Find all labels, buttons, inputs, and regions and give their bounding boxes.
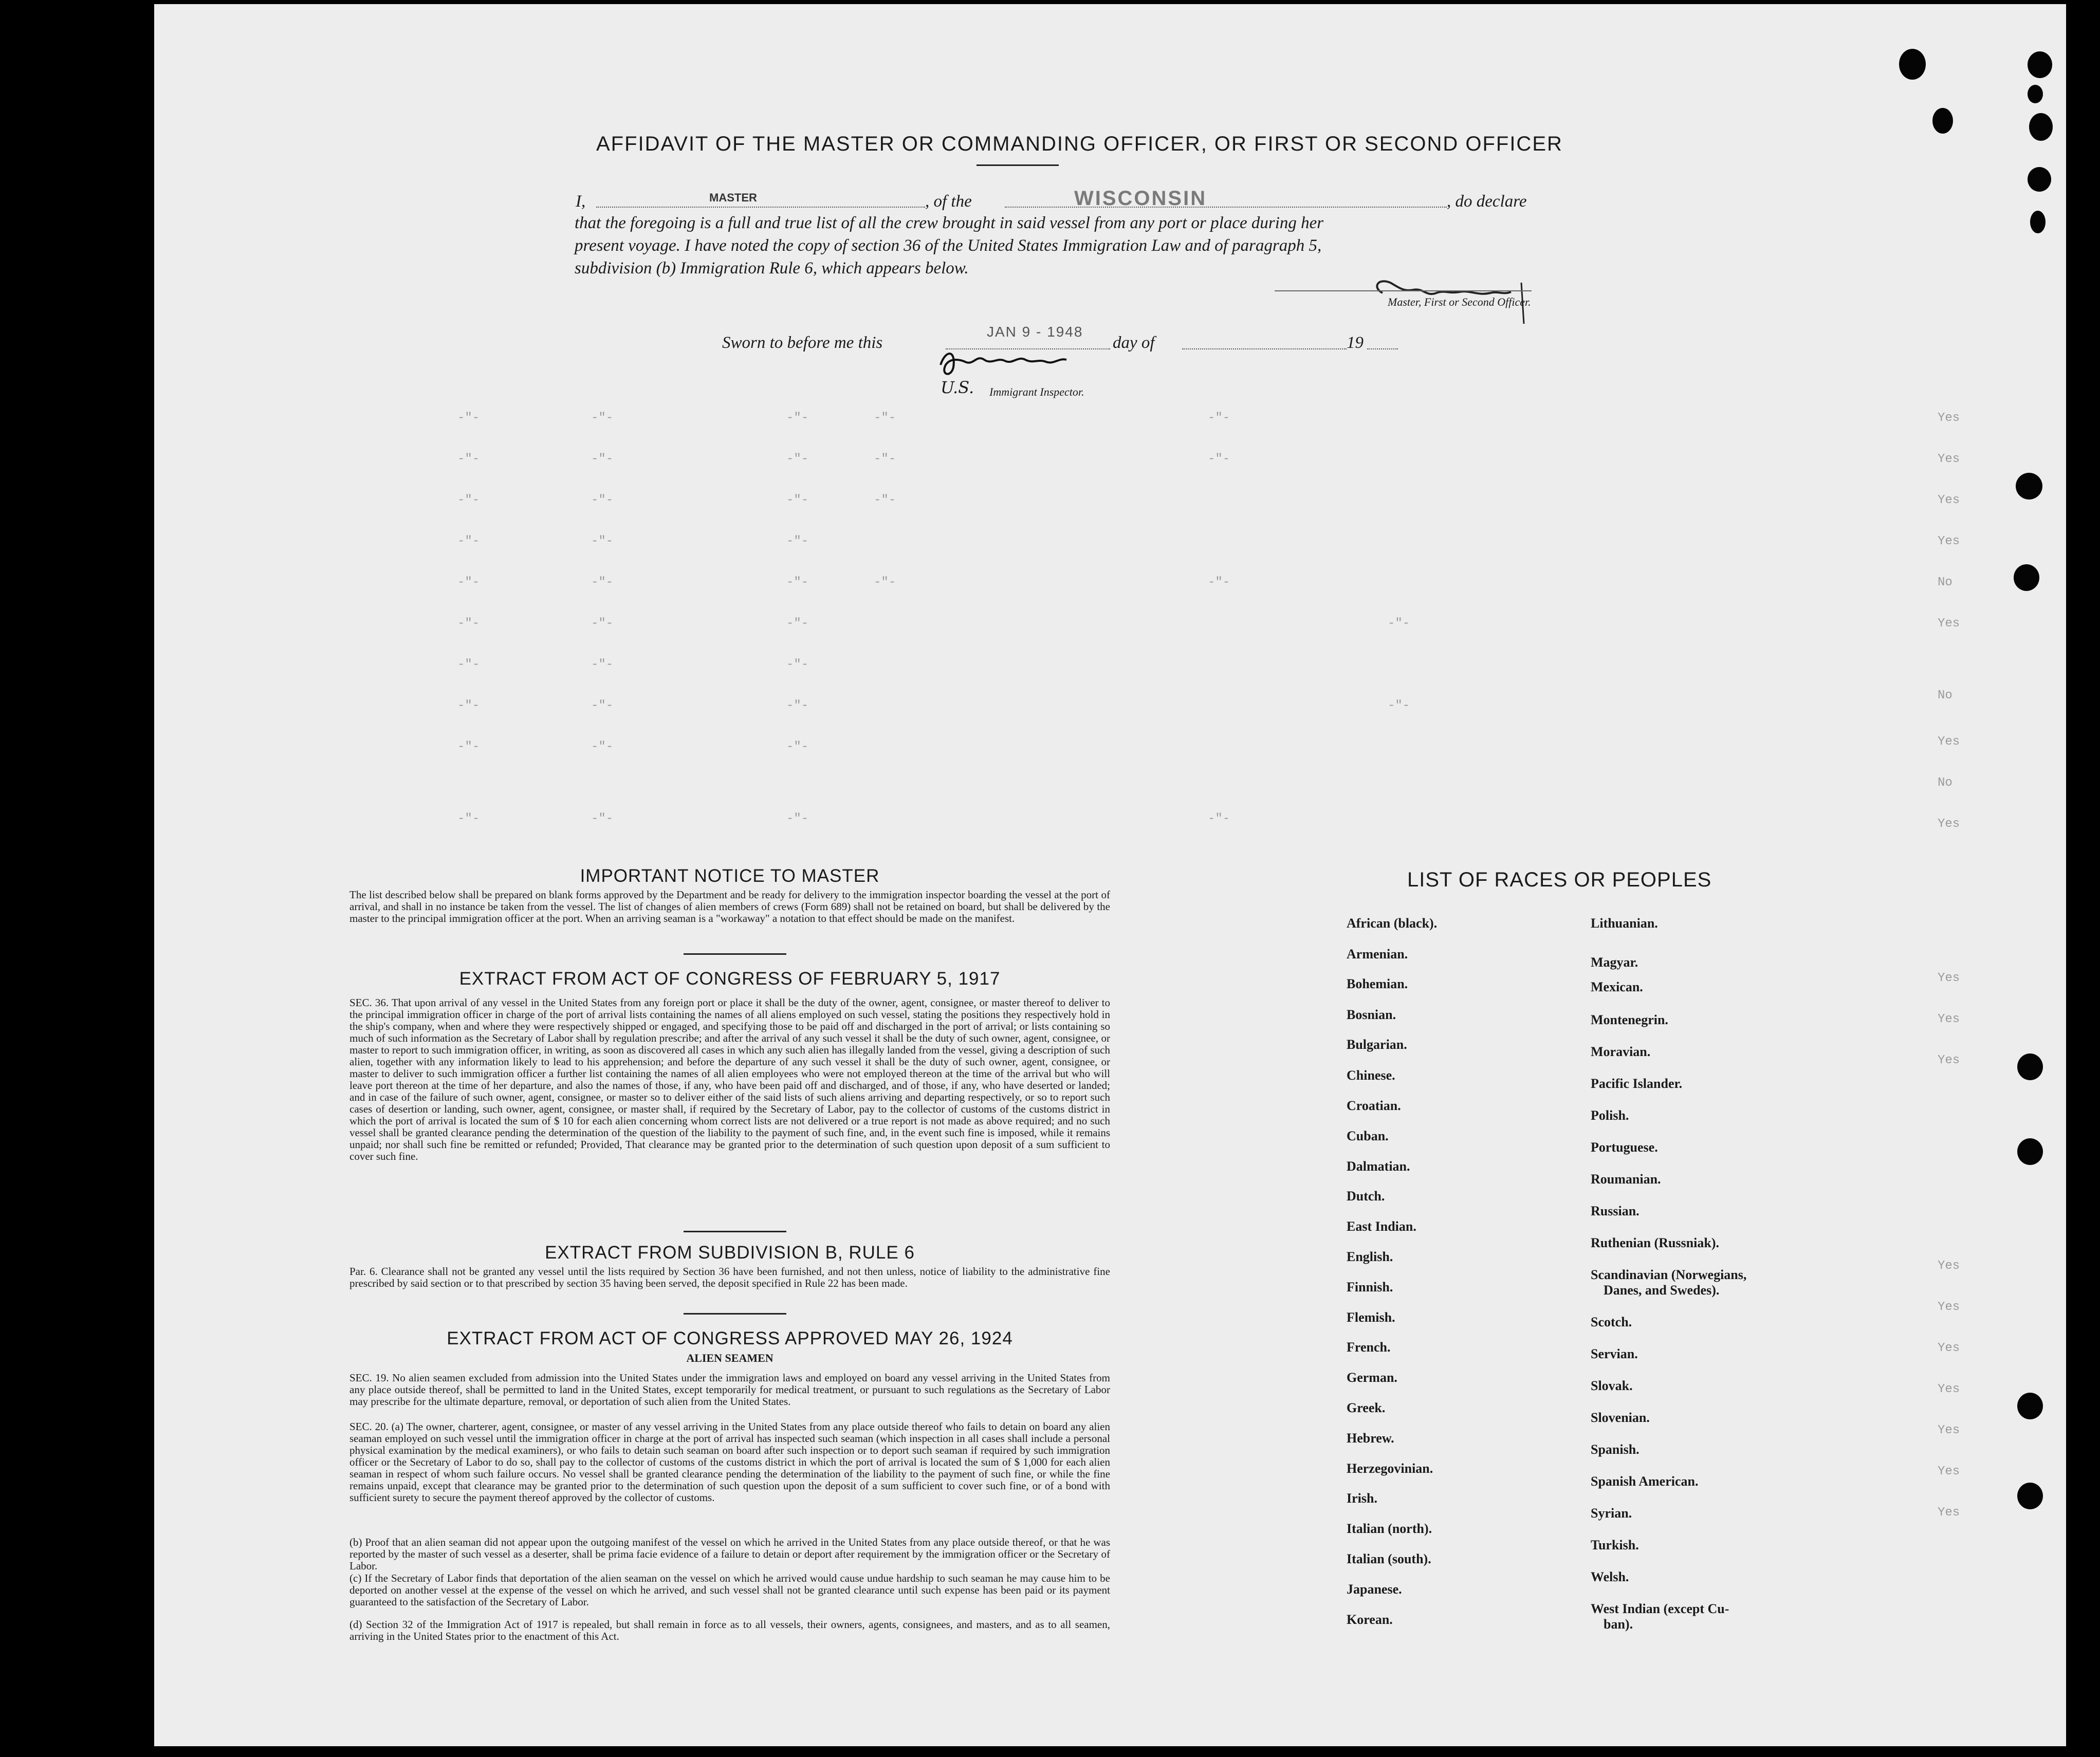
extract-1917-title: EXTRACT FROM ACT OF CONGRESS OF FEBRUARY 5, 1917 [459, 969, 1001, 989]
race-item: Moravian. [1591, 1044, 1651, 1059]
race-item: Irish. [1347, 1491, 1377, 1506]
inspector-initials: U.S. [941, 378, 974, 397]
race-item: Hebrew. [1347, 1431, 1394, 1446]
race-item: Chinese. [1347, 1068, 1395, 1083]
subdivision-b-title: EXTRACT FROM SUBDIVISION B, RULE 6 [545, 1243, 915, 1263]
year-prefix: 19 [1347, 334, 1364, 352]
race-item: Italian (north). [1347, 1521, 1432, 1536]
extract-1917-text: SEC. 36. That upon arrival of any vessel in the United States from any foreign port or place it shall be the duty of the owner, agent, consignee, or master thereof to deliver to the principal immigration officer in charge of the port of arrival lists containing the names of all aliens employed on such vessel, stating the positions they respectively hold in the ship's company, when and where they were respectively shipped or engaged, and specifying those to be paid off and discharged in the port of arrival; or lists containing so much of such information as the Secretary of Labor shall by regulation prescribe; and after the arrival of any such vessel it shall be the duty of such owner, agent, consignee, or master to report to such immigration officer, in writing, as soon as discovered all cases in which any such alien has illegally landed from the vessel, giving a description of such alien, together with any information likely to lead to his apprehension; and before the departure of any such vessel it shall be the duty of such owner, agent, consignee, or master to deliver to such immigration officer a further list containing the names of all alien employees who were not employed thereon at the time of the arrival but who will leave port thereon at the time of her departure, and also the names of those, if any, who have been paid off and discharged, and of those, if any, who have deserted or landed; and in case of the failure of such owner, agent, consignee, or master so to deliver either of the said lists of such aliens arriving and departing respectively, or so to report such cases of desertion or landing, such owner, agent, consignee, or master shall, if required by the Secretary of Labor, pay to the collector of customs of the customs district in which the port of arrival is located the sum of $ 10 for each alien concerning whom correct lists are not delivered or a true report is not made as above required; and no such vessel shall be granted clearance pending the determination of the question of the liability to the payment of such fine, and, in the event such fine is imposed, while it remains unpaid; nor shall such fine be remitted or refunded; Provided, That clearance may be granted prior to the determination of such question upon deposit of a sum sufficient to cover such fine. [349, 996, 1110, 1162]
race-item: Magyar. [1591, 955, 1638, 970]
race-item: Dalmatian. [1347, 1159, 1410, 1174]
race-item: Herzegovinian. [1347, 1461, 1433, 1476]
race-item: Korean. [1347, 1612, 1393, 1627]
declaration-line-1: that the foregoing is a full and true list of all the crew brought in said vessel from any port or place during her [575, 214, 1324, 232]
race-item: Pacific Islander. [1591, 1076, 1683, 1091]
race-item: Italian (south). [1347, 1551, 1431, 1566]
affidavit-title: AFFIDAVIT OF THE MASTER OR COMMANDING OFFICER, OR FIRST OR SECOND OFFICER [596, 133, 1563, 155]
race-item: German. [1347, 1370, 1397, 1385]
vessel-name-stamp: WISCONSIN [1074, 187, 1207, 210]
race-item: Finnish. [1347, 1280, 1393, 1294]
race-item: Slovak. [1591, 1378, 1633, 1393]
race-item: Greek. [1347, 1400, 1386, 1415]
declaration-line-3: subdivision (b) Immigration Rule 6, which appears below. [575, 259, 969, 278]
extract-1924-subtitle: ALIEN SEAMEN [686, 1352, 773, 1364]
signature-caption: Master, First or Second Officer. [1388, 295, 1531, 308]
race-item: Ruthenian (Russniak). [1591, 1235, 1719, 1250]
subdivision-b-text: Par. 6. Clearance shall not be granted any vessel until the lists required by Section 36 have been furnished, and not then unless, notice of liability to the administrative fine prescribed by said section or to that prescribed by section 35 having been served, the deposit specified in Rule 22 has been made. [349, 1265, 1110, 1289]
affidavit-title-rule [977, 164, 1059, 166]
race-item: Japanese. [1347, 1582, 1402, 1597]
race-item: African (black). [1347, 916, 1438, 931]
race-item: Dutch. [1347, 1189, 1385, 1204]
sworn-date-stamp: JAN 9 - 1948 [987, 324, 1083, 340]
race-item: Scotch. [1591, 1315, 1632, 1329]
typed-master: MASTER [709, 191, 757, 204]
race-item: Scandinavian (Norwegians, [1591, 1267, 1747, 1282]
race-item: ban). [1604, 1617, 1633, 1632]
do-declare-text: , do declare [1447, 192, 1527, 211]
extract-1924-title: EXTRACT FROM ACT OF CONGRESS APPROVED MAY 26, 1924 [447, 1328, 1013, 1348]
extract-1924-sec20d: (d) Section 32 of the Immigration Act of 1917 is repealed, but shall remain in force as to all vessels, their owners, agents, consignees, and masters, and as to all seamen, arriving in the United States prior to the enactment of this Act. [349, 1618, 1110, 1642]
race-item: Croatian. [1347, 1098, 1401, 1113]
declaration-line-2: present voyage. I have noted the copy of section 36 of the United States Immigration Law and of paragraph 5, [575, 236, 1322, 255]
race-item: Polish. [1591, 1108, 1629, 1123]
race-item: French. [1347, 1340, 1391, 1355]
race-item: Danes, and Swedes). [1604, 1283, 1720, 1298]
extract-1924-sec20a: SEC. 20. (a) The owner, charterer, agent, consignee, or master of any vessel arriving in the United States from any place outside thereof who fails to detain on board any alien seaman employed on such vessel until the immigration officer in charge at the port of arrival has inspected such seaman (which inspection in all cases shall include a personal physical examination by the medical examiners), or who fails to detain such seaman on board after such inspection or to deport such seaman if required by such immigration officer or the Secretary of Labor to do so, shall pay to the collector of customs of the customs district in which the port of arrival is located the sum of $ 1,000 for each alien seaman in respect of whom such failure occurs. No vessel shall be granted clearance pending the determination of the liability to the payment of such fine, or while the fine remains unpaid, except that clearance may be granted prior to the determination of such question upon the deposit of a sum sufficient to cover such fine, or of a bond with sufficient surety to secure the payment thereof approved by the collector of customs. [349, 1420, 1110, 1504]
extract-1924-sec20c: (c) If the Secretary of Labor finds that deportation of the alien seaman on the vessel on which he arrived would cause undue hardship to such seaman he may cause him to be deported on another vessel at the expense of the vessel on which he arrived, and such vessel shall not be granted clearance until such expense has been paid or its payment guaranteed to the satisfaction of the Secretary of Labor. [349, 1572, 1110, 1608]
race-item: Slovenian. [1591, 1410, 1650, 1425]
race-item: Servian. [1591, 1346, 1638, 1361]
race-item: West Indian (except Cu- [1591, 1601, 1729, 1616]
races-title: LIST OF RACES OR PEOPLES [1407, 868, 1712, 891]
race-item: Armenian. [1347, 947, 1408, 961]
extract-1924-sec19: SEC. 19. No alien seamen excluded from admission into the United States under the immigration laws and employed on board any vessel arriving in the United States from any place outside thereof, shall be permitted to land in the United States, except temporarily for medical treatment, or pursuant to such regulations as the Secretary of Labor may prescribe for the ultimate departure, removal, or deportation of such alien from the United States. [349, 1372, 1110, 1408]
race-item: Portuguese. [1591, 1140, 1658, 1155]
important-notice-title: IMPORTANT NOTICE TO MASTER [580, 866, 880, 886]
race-item: Spanish. [1591, 1442, 1640, 1457]
race-item: Flemish. [1347, 1310, 1395, 1325]
race-item: Roumanian. [1591, 1172, 1661, 1187]
race-item: Montenegrin. [1591, 1012, 1668, 1027]
race-item: Welsh. [1591, 1569, 1629, 1584]
race-item: Lithuanian. [1591, 916, 1658, 931]
race-item: Turkish. [1591, 1538, 1639, 1552]
race-item: Russian. [1591, 1204, 1640, 1218]
race-item: Spanish American. [1591, 1474, 1699, 1489]
race-item: Cuban. [1347, 1129, 1389, 1143]
important-notice-text: The list described below shall be prepared on blank forms approved by the Department and be ready for delivery to the immigration inspector boarding the vessel at the port of arrival, and shall in no instance be taken from the vessel. The list of changes of alien members of crews (Form 689) shall not be retained on board, but shall be delivered by the master to the principal immigration officer at the port. When an arriving seaman is a "workaway" a notation to that effect should be made on the manifest. [349, 889, 1110, 924]
race-item: Bulgarian. [1347, 1037, 1407, 1052]
of-the-text: , of the [925, 192, 972, 211]
race-item: Bohemian. [1347, 976, 1408, 991]
inspector-caption: Immigrant Inspector. [989, 385, 1084, 398]
race-item: Bosnian. [1347, 1007, 1396, 1022]
day-of-text: day of [1113, 334, 1155, 352]
race-item: East Indian. [1347, 1219, 1416, 1234]
race-item: English. [1347, 1249, 1393, 1264]
race-item: Mexican. [1591, 979, 1643, 994]
sworn-text: Sworn to before me this [722, 334, 883, 352]
extract-1924-sec20b: (b) Proof that an alien seaman did not appear upon the outgoing manifest of the vessel on which he arrived in the United States from any place outside thereof, or that he was reported by the master of such vessel as a deserter, shall be prima facie evidence of a failure to detain or deport after requirement by the immigration officer or the Secretary of Labor. [349, 1536, 1110, 1572]
race-item: Syrian. [1591, 1506, 1632, 1521]
affidavit-line-i: I, [576, 192, 586, 211]
